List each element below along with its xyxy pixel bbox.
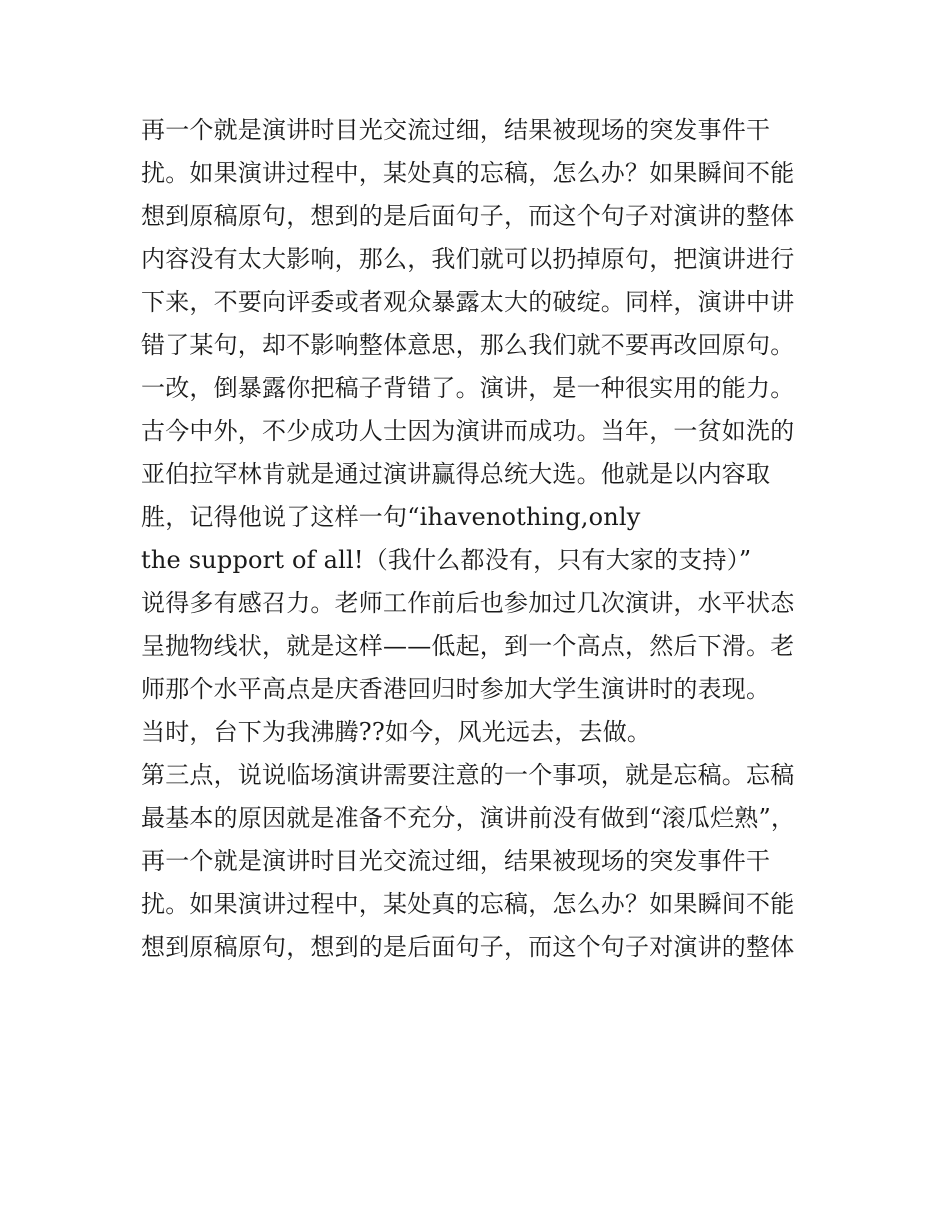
text-line: 扰。如果演讲过程中，某处真的忘稿，怎么办？如果瞬间不能 — [141, 890, 795, 918]
text-line: 再一个就是演讲时目光交流过细，结果被现场的突发事件干 — [141, 847, 771, 875]
text-line: 说得多有感召力。老师工作前后也参加过几次演讲，水平状态 — [141, 589, 795, 617]
text-line: 想到原稿原句，想到的是后面句子，而这个句子对演讲的整体 — [141, 933, 795, 961]
text-line: 亚伯拉罕林肯就是通过演讲赢得总统大选。他就是以内容取 — [141, 460, 771, 488]
text-line: 再一个就是演讲时目光交流过细，结果被现场的突发事件干 — [141, 116, 771, 144]
text-line: 胜，记得他说了这样一句“ihavenothing,only — [141, 503, 641, 531]
text-line: 当时，台下为我沸腾??如今，风光远去，去做。 — [141, 718, 652, 746]
text-line: 呈抛物线状，就是这样——低起，到一个高点，然后下滑。老 — [141, 632, 795, 660]
text-line: 第三点，说说临场演讲需要注意的一个事项，就是忘稿。忘稿 — [141, 761, 795, 789]
text-line: the support of all!（我什么都没有，只有大家的支持）” — [141, 546, 752, 574]
text-line: 下来，不要向评委或者观众暴露太大的破绽。同样，演讲中讲 — [141, 288, 795, 316]
text-line: 错了某句，却不影响整体意思，那么我们就不要再改回原句。 — [141, 331, 795, 359]
text-line: 内容没有太大影响，那么，我们就可以扔掉原句，把演讲进行 — [141, 245, 795, 273]
body-text — [141, 109, 821, 969]
text-line: 最基本的原因就是准备不充分，演讲前没有做到“滚瓜烂熟”， — [141, 804, 796, 832]
text-line: 一改，倒暴露你把稿子背错了。演讲，是一种很实用的能力。 — [141, 374, 795, 402]
text-line: 师那个水平高点是庆香港回归时参加大学生演讲时的表现。 — [141, 675, 771, 703]
text-line: 扰。如果演讲过程中，某处真的忘稿，怎么办？如果瞬间不能 — [141, 159, 795, 187]
text-line: 古今中外，不少成功人士因为演讲而成功。当年，一贫如洗的 — [141, 417, 795, 445]
text-line: 想到原稿原句，想到的是后面句子，而这个句子对演讲的整体 — [141, 202, 795, 230]
